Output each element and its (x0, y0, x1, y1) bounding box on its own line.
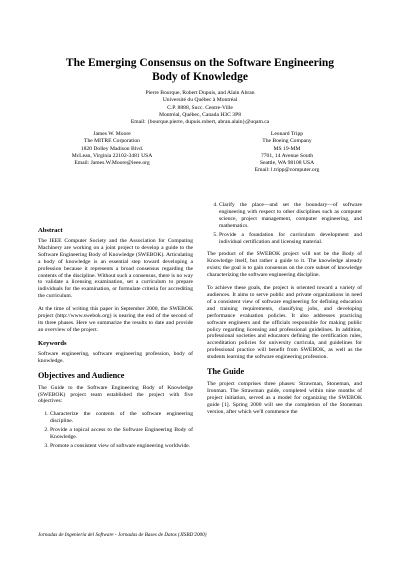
objectives-intro: The Guide to the Software Engineering Body of Knowledge (SWEBOK) project team established the project with five objectives: (38, 384, 193, 405)
objective-item: 5. Provide a foundation for curriculum development and individual certification and licensing material. (219, 232, 362, 246)
author-tripp-address-1: MS 19-MM (273, 145, 301, 152)
objective-item: 4. Clarify the place—and set the boundary—of software engineering with respect to other disciplines such as computer science, project management, computer engineering, and mathematics. (219, 202, 362, 230)
author-tripp-name: Leonard Tripp (270, 131, 304, 137)
author-moore-address-1: 1820 Dolley Madison Blvd. (80, 145, 144, 152)
objectives-heading: Objectives and Audience (38, 370, 125, 380)
left-column (38, 227, 193, 456)
objectives-list (38, 411, 193, 450)
author-moore (37, 131, 187, 167)
objectives-list-continued (207, 202, 362, 245)
goals-paragraph: To achieve these goals, the project is oriented toward a variety of audiences. It aims to serve public and private organizations in need of a consistent view of software engineering for defining education and training requirements, classifying jobs, and developing performance evaluation policies. It also addresses practicing software engineers and the officials responsible for making public policy regarding licensing and professional guidelines. In addition, professional societies and educators defining the certification rules, accreditation policies for university curricula, and guidelines for professional practice will benefit from SWEBOK, as well as the students learning the software engineering profession. (207, 285, 362, 361)
author-names: Pierre Bourque, Robert Dupuis, and Alain Abran (145, 90, 255, 96)
right-column (207, 202, 362, 422)
abstract-heading: Abstract (38, 227, 63, 234)
primary-authors (60, 90, 340, 126)
keywords-text: Software engineering, software engineering profession, body of knowledge. (38, 350, 193, 364)
author-tripp (212, 131, 362, 175)
author-address-2: Montréal, Québec, Canada H3C 3P8 (158, 111, 242, 118)
author-address-1: C.P. 8888, Succ. Centre-Ville (167, 104, 233, 111)
abstract-paragraph-2: At the time of writing this paper in September 2000, the SWEBOK project (http://www.swebok.org) is nearing the end of the second of its three phases. Here we summarize the results to date and provide an overview of the project. (38, 306, 193, 333)
author-email: Email: {bourque.pierre, dupuis.robert, abran.alain}@uqam.ca (130, 119, 270, 126)
author-tripp-org: The Boeing Company (262, 138, 312, 145)
page-footer: Jornadas de Ingeniería del Software - Jornadas de Bases de Datos (JISBD'2000) (38, 532, 207, 538)
title-line-2: Body of Knowledge (152, 71, 248, 83)
product-paragraph: The product of the SWEBOK project will not be the Body of Knowledge itself, but rather a guide to it. The knowledge already exists; the goal is to gain consensus on the core subset of knowledge characterizing the software engineering discipline. (207, 251, 362, 279)
guide-paragraph-1: The project comprises three phases: Strawman, Stoneman, and Ironman. The Strawman guide, completed within nine months of project initiation, served as a model for organizing the SWEBOK guide [1]. Spring 2000 will see the completion of the Stoneman version, after which we'll commence the (207, 381, 362, 415)
objective-item: 3. Promote a consistent view of software engineering worldwide. (50, 443, 193, 450)
author-tripp-address-2: 7701, 14 Avenue South (260, 152, 314, 159)
abstract-paragraph-1: The IEEE Computer Society and the Association for Computing Machinery are working on a joint project to develop a guide to the Software Engineering Body of Knowledge (SWEBOK). Articulating a body of knowledge is an essential step toward developing a profession because it represents a broad consensus regarding the contents of the discipline. Without such a consensus, there is no way to validate a licensing examination, set a curriculum to prepare individuals for the examination, or formulate criteria for accrediting the curriculum. (38, 238, 193, 300)
keywords-heading: Keywords (38, 339, 67, 347)
title-line-1: The Emerging Consensus on the Software Engineering (65, 57, 335, 69)
author-tripp-address-3: Seattle, WA 98108 USA (259, 160, 315, 167)
author-moore-address-2: McLean, Virginia 22102-3481 USA (71, 152, 153, 159)
guide-heading: The Guide (207, 367, 245, 377)
author-tripp-email: Email: l.tripp@computer.org (254, 167, 320, 174)
author-moore-name: James W. Moore (93, 131, 131, 137)
author-moore-org: The MITRE Corporation (84, 138, 140, 145)
author-moore-email: Email: James.W.Moore@ieee.org (74, 160, 150, 167)
paper-title (30, 56, 370, 84)
objective-item: 2. Provide a topical access to the Software Engineering Body of Knowledge. (50, 427, 193, 441)
objective-item: 1. Characterize the contents of the software engineering discipline. (50, 411, 193, 425)
author-affiliation: Université du Québec à Montréal (162, 97, 238, 104)
